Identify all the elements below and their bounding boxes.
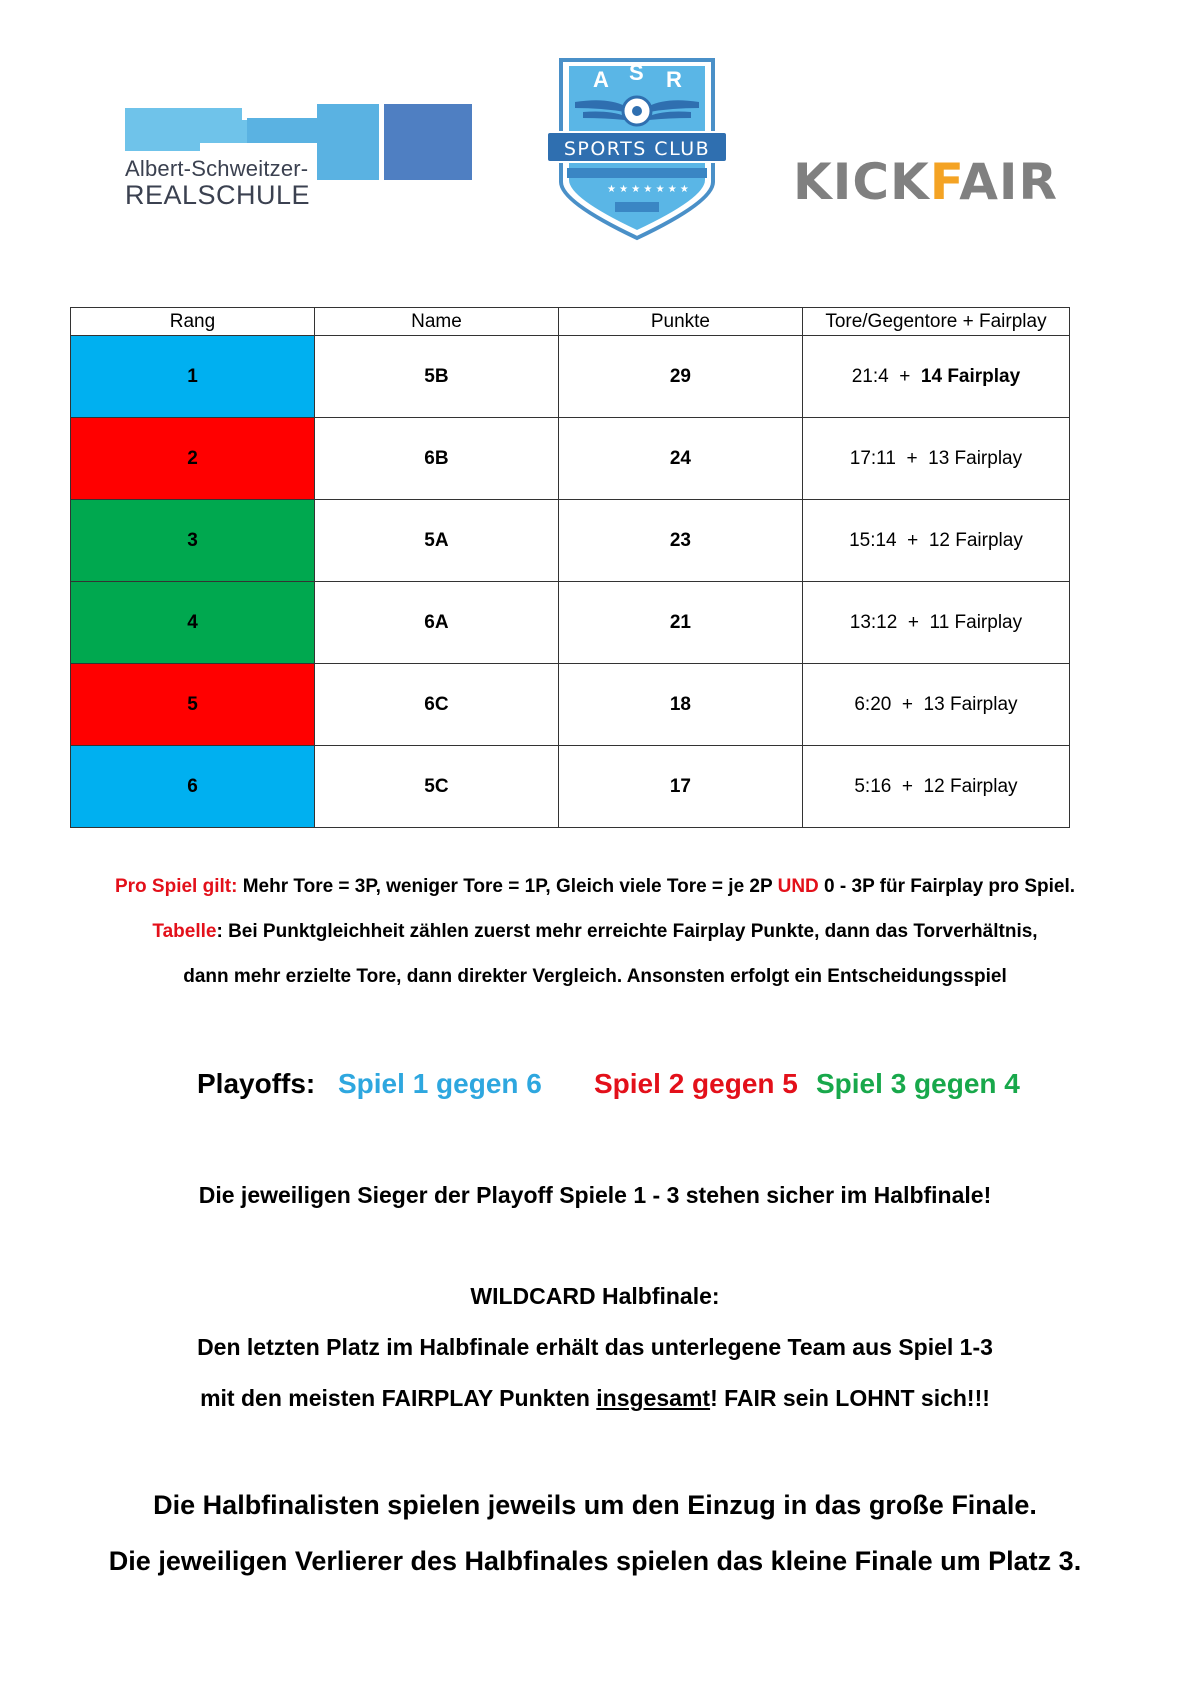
points-cell: 17 [558,746,802,828]
final-line-2: Die jeweiligen Verlierer des Halbfinales spielen das kleine Finale um Platz 3. [108,1546,1082,1576]
points-cell: 29 [558,336,802,418]
logo-bar [317,104,379,180]
rules-text-3: dann mehr erzielte Tore, dann direkter Vergleich. Ansonsten erfolgt ein Entscheidungsspiel [183,966,1007,987]
playoffs-label: Playoffs: [197,1068,316,1099]
goals-fairplay-cell [802,500,1069,582]
fairplay-value: 12 Fairplay [928,529,1023,551]
table-header-row [71,308,1070,336]
fairplay-value: 13 Fairplay [923,693,1018,715]
goals-value: 15:14 + [849,529,929,551]
rules-text-2: : Bei Punktgleichheit zählen zuerst mehr erreichte Fairplay Punkte, dann das Torverhältnis, [216,921,1038,942]
points-cell: 24 [558,418,802,500]
playoff-game-1: Spiel 1 gegen 6 [338,1068,542,1099]
goals-fairplay-cell [802,336,1069,418]
rules-text-1b: 0 - 3P für Fairplay pro Spiel. [818,876,1076,897]
team-name-cell: 5C [314,746,558,828]
logo-bar [125,108,242,143]
rules-line-3 [0,966,1190,988]
crest-letter-s: S [629,60,644,85]
wildcard-line-1: Den letzten Platz im Halbfinale erhält das unterlegene Team aus Spiel 1-3 [197,1334,993,1360]
goals-value: 6:20 + [854,693,924,715]
wildcard-text-2a: mit den meisten FAIRPLAY Punkten [200,1385,597,1411]
rank-cell: 2 [71,418,315,500]
rank-cell: 5 [71,664,315,746]
header-punkte: Punkte [558,308,802,336]
wildcard-title: WILDCARD Halbfinale: [470,1283,720,1309]
logo-bar [384,104,472,180]
goals-fairplay-cell [802,746,1069,828]
kickfair-part3: AIR [959,153,1059,211]
team-name-cell: 6C [314,664,558,746]
school-name-line2: REALSCHULE [125,180,311,210]
final-line-1: Die Halbfinalisten spielen jeweils um den Einzug in das große Finale. [153,1490,1037,1520]
goals-value: 17:11 + [849,447,929,469]
table-row [71,664,1070,746]
team-name-cell: 5A [314,500,558,582]
header-tore-fairplay: Tore/Gegentore + Fairplay [802,308,1069,336]
team-name-cell: 6A [314,582,558,664]
rules-line-2 [0,921,1190,943]
goals-value: 21:4 + [851,365,921,387]
playoff-game-3: Spiel 3 gegen 4 [816,1068,1020,1099]
points-cell: 23 [558,500,802,582]
rules-und: UND [777,876,819,897]
table-row [71,418,1070,500]
fairplay-value: 14 Fairplay [920,365,1021,387]
header-name: Name [314,308,558,336]
school-logo [125,104,475,214]
logo-bar [247,118,317,143]
fairplay-value: 12 Fairplay [923,775,1018,797]
rank-cell: 6 [71,746,315,828]
team-name-cell: 5B [314,336,558,418]
kickfair-part2: F [929,153,960,211]
winners-note: Die jeweiligen Sieger der Playoff Spiele 1 - 3 stehen sicher im Halbfinale! [198,1182,992,1208]
goals-value: 13:12 + [849,611,930,633]
table-row [71,500,1070,582]
rank-cell: 1 [71,336,315,418]
table-row [71,746,1070,828]
rules-label-tabelle: Tabelle [152,921,217,942]
goals-fairplay-cell [802,582,1069,664]
wildcard-insgesamt: insgesamt [596,1385,711,1411]
rank-cell: 4 [71,582,315,664]
crest-letter-r: R [666,67,682,92]
fairplay-value: 11 Fairplay [929,611,1023,633]
wildcard-line-2 [0,1385,1190,1412]
svg-text:★ ★ ★ ★ ★ ★ ★: ★ ★ ★ ★ ★ ★ ★ [607,184,689,195]
wildcard-text-2b: ! FAIR sein LOHNT sich!!! [710,1385,990,1411]
team-name-cell: 6B [314,418,558,500]
points-cell: 18 [558,664,802,746]
sports-club-crest [547,52,727,242]
school-name-line1: Albert-Schweitzer- [125,156,309,181]
header-rang: Rang [71,308,315,336]
points-cell: 21 [558,582,802,664]
standings-table [70,307,1070,828]
goals-fairplay-cell [802,418,1069,500]
rules-label-pro-spiel: Pro Spiel gilt: [114,876,238,897]
crest-letter-a: A [593,67,609,92]
table-row [71,336,1070,418]
goals-fairplay-cell [802,664,1069,746]
rules-line-1 [0,876,1190,898]
playoff-game-2: Spiel 2 gegen 5 [594,1068,798,1099]
logo-bar [125,143,200,151]
kickfair-part1: KICK [793,153,930,211]
kickfair-logo [793,153,1059,211]
rank-cell: 3 [71,500,315,582]
crest-text: SPORTS CLUB [563,138,711,160]
goals-value: 5:16 + [854,775,924,797]
fairplay-value: 13 Fairplay [928,447,1023,469]
table-row [71,582,1070,664]
rules-text-1a: Mehr Tore = 3P, weniger Tore = 1P, Gleich viele Tore = je 2P [237,876,778,897]
